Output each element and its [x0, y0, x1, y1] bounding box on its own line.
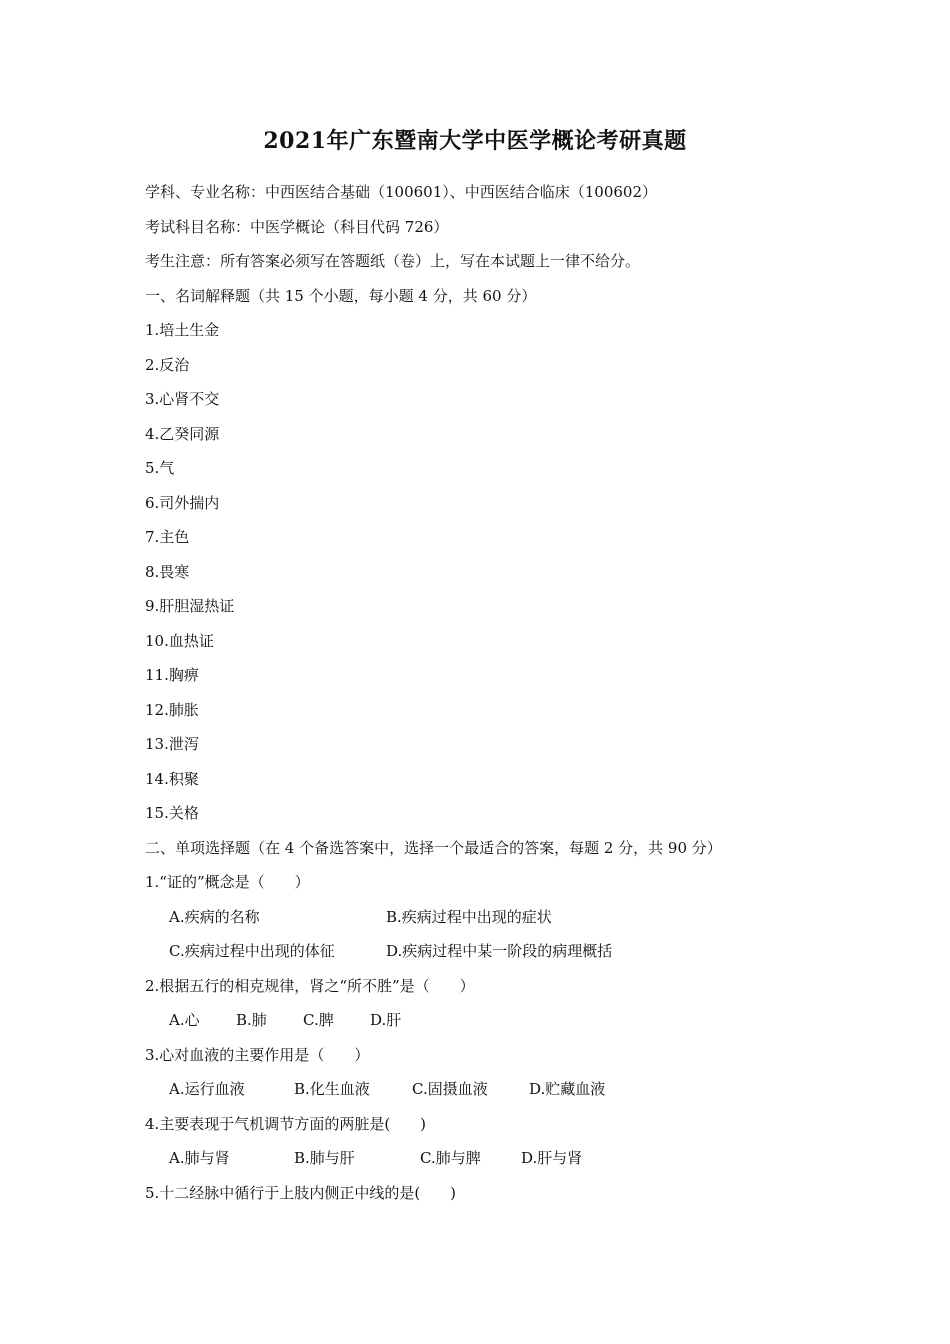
question-stem: 2.根据五行的相克规律，肾之“所不胜”是（ ）	[145, 977, 475, 995]
term-item: 13.泄泻	[145, 735, 199, 753]
option-d: D.肝与肾	[521, 1149, 583, 1167]
question-stem: 1.“证的”概念是（ ）	[145, 873, 310, 891]
option-c: C.固摄血液	[412, 1080, 488, 1098]
option-b: B.化生血液	[294, 1080, 370, 1098]
term-item: 15.关格	[145, 804, 199, 822]
question-stem: 4.主要表现于气机调节方面的两脏是( )	[145, 1115, 427, 1133]
term-item: 8.畏寒	[145, 563, 190, 581]
term-item: 12.肺胀	[145, 701, 199, 719]
option-d: D.疾病过程中某一阶段的病理概括	[386, 942, 613, 960]
option-c: C.脾	[303, 1011, 334, 1029]
option-d: D.肝	[370, 1011, 402, 1029]
term-item: 6.司外揣内	[145, 494, 220, 512]
term-item: 14.积聚	[145, 770, 199, 788]
option-a: A.心	[169, 1011, 200, 1029]
option-c: C.疾病过程中出现的体征	[169, 942, 335, 960]
option-a: A.肺与肾	[169, 1149, 230, 1167]
section2-heading: 二、单项选择题（在 4 个备选答案中，选择一个最适合的答案，每题 2 分，共 90 分）	[145, 839, 722, 857]
option-b: B.肺	[236, 1011, 267, 1029]
section1-heading: 一、名词解释题（共 15 个小题，每小题 4 分，共 60 分）	[145, 287, 537, 305]
exam-name-line: 考试科目名称：中医学概论（科目代码 726）	[145, 218, 449, 236]
term-item: 4.乙癸同源	[145, 425, 220, 443]
term-item: 11.胸痹	[145, 666, 199, 684]
term-item: 2.反治	[145, 356, 190, 374]
subject-line: 学科、专业名称：中西医结合基础（100601）、中西医结合临床（100602）	[145, 183, 658, 201]
option-c: C.肺与脾	[420, 1149, 481, 1167]
term-item: 10.血热证	[145, 632, 214, 650]
term-item: 7.主色	[145, 528, 190, 546]
question-stem: 5.十二经脉中循行于上肢内侧正中线的是( )	[145, 1184, 457, 1202]
term-item: 9.肝胆湿热证	[145, 597, 235, 615]
option-d: D.贮藏血液	[529, 1080, 606, 1098]
option-b: B.肺与肝	[294, 1149, 355, 1167]
term-item: 5.气	[145, 459, 175, 477]
question-stem: 3.心对血液的主要作用是（ ）	[145, 1046, 370, 1064]
option-a: A.疾病的名称	[169, 908, 260, 926]
term-item: 3.心肾不交	[145, 390, 220, 408]
option-b: B.疾病过程中出现的症状	[386, 908, 552, 926]
page-title: 2021年广东暨南大学中医学概论考研真题	[263, 128, 687, 154]
option-a: A.运行血液	[169, 1080, 245, 1098]
notice-line: 考生注意：所有答案必须写在答题纸（卷）上，写在本试题上一律不给分。	[145, 252, 641, 270]
term-item: 1.培土生金	[145, 321, 220, 339]
